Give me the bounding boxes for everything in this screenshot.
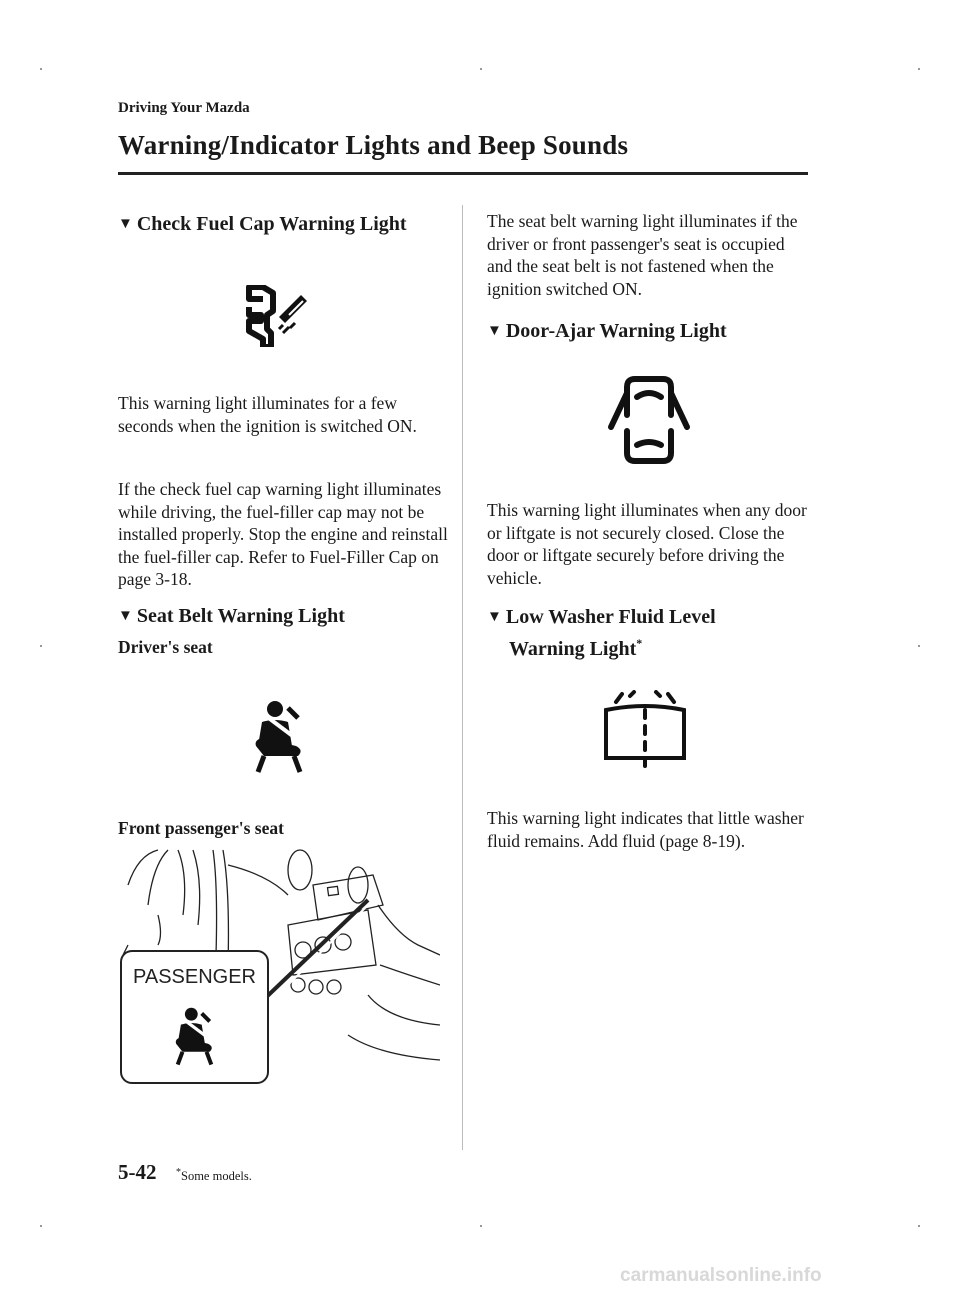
- crop-mark: [918, 645, 920, 647]
- footnote: *Some models.: [176, 1167, 252, 1184]
- door-ajar-icon: [605, 375, 693, 467]
- seat-belt-icon: [248, 700, 310, 775]
- crop-mark: [480, 68, 482, 70]
- page-title: Warning/Indicator Lights and Beep Sounds: [118, 130, 629, 160]
- heading-fuel-cap: ▼ Check Fuel Cap Warning Light: [118, 213, 407, 235]
- column-divider: [462, 205, 463, 1150]
- crop-mark: [40, 645, 42, 647]
- crop-mark: [918, 68, 920, 70]
- asterisk-mark: *: [176, 1167, 181, 1178]
- passenger-indicator-panel: [120, 950, 269, 1084]
- fuel-cap-paragraph-1: This warning light illuminates for a few seconds when the ignition is switched ON.: [118, 393, 417, 436]
- triangle-bullet-icon: ▼: [118, 608, 133, 624]
- washer-fluid-paragraph: This warning light indicates that little washer fluid remains. Add fluid (page 8-19).: [487, 808, 804, 851]
- heading-washer-fluid: ▼ Low Washer Fluid Level Warning Light*: [487, 606, 716, 660]
- page-number: 5-42: [118, 1160, 157, 1184]
- title-rule: [118, 172, 808, 175]
- drivers-seat-label: Driver's seat: [118, 637, 213, 657]
- washer-fluid-icon: [600, 690, 690, 770]
- triangle-bullet-icon: ▼: [487, 609, 502, 625]
- triangle-bullet-icon: ▼: [487, 323, 502, 339]
- section-label: Driving Your Mazda: [118, 100, 250, 116]
- fuel-cap-warning-icon: [243, 285, 318, 347]
- door-ajar-paragraph: This warning light illuminates when any door or liftgate is not securely closed. Close the door or liftgate securely before driving the vehicle.: [487, 500, 807, 588]
- asterisk-mark: *: [636, 636, 643, 650]
- passenger-panel-text: PASSENGER: [133, 966, 256, 988]
- crop-mark: [480, 1225, 482, 1227]
- crop-mark: [918, 1225, 920, 1227]
- seat-belt-icon: [167, 1007, 222, 1067]
- crop-mark: [40, 1225, 42, 1227]
- crop-mark: [40, 68, 42, 70]
- watermark: carmanualsonline.info: [620, 1265, 822, 1286]
- heading-door-ajar: ▼ Door-Ajar Warning Light: [487, 320, 727, 342]
- seat-belt-paragraph: The seat belt warning light illuminates if the driver or front passenger's seat is occupied and the seat belt is not fastened when the ignition switched ON.: [487, 211, 798, 299]
- heading-seat-belt: ▼ Seat Belt Warning Light: [118, 605, 345, 627]
- fuel-cap-paragraph-2: If the check fuel cap warning light illuminates while driving, the fuel-filler cap may not be installed properly. Stop the engine and reinstall the fuel-filler cap. Refer to Fuel-Filler Cap on page 3-18.: [118, 479, 448, 589]
- passenger-seat-label: Front passenger's seat: [118, 818, 284, 838]
- triangle-bullet-icon: ▼: [118, 216, 133, 232]
